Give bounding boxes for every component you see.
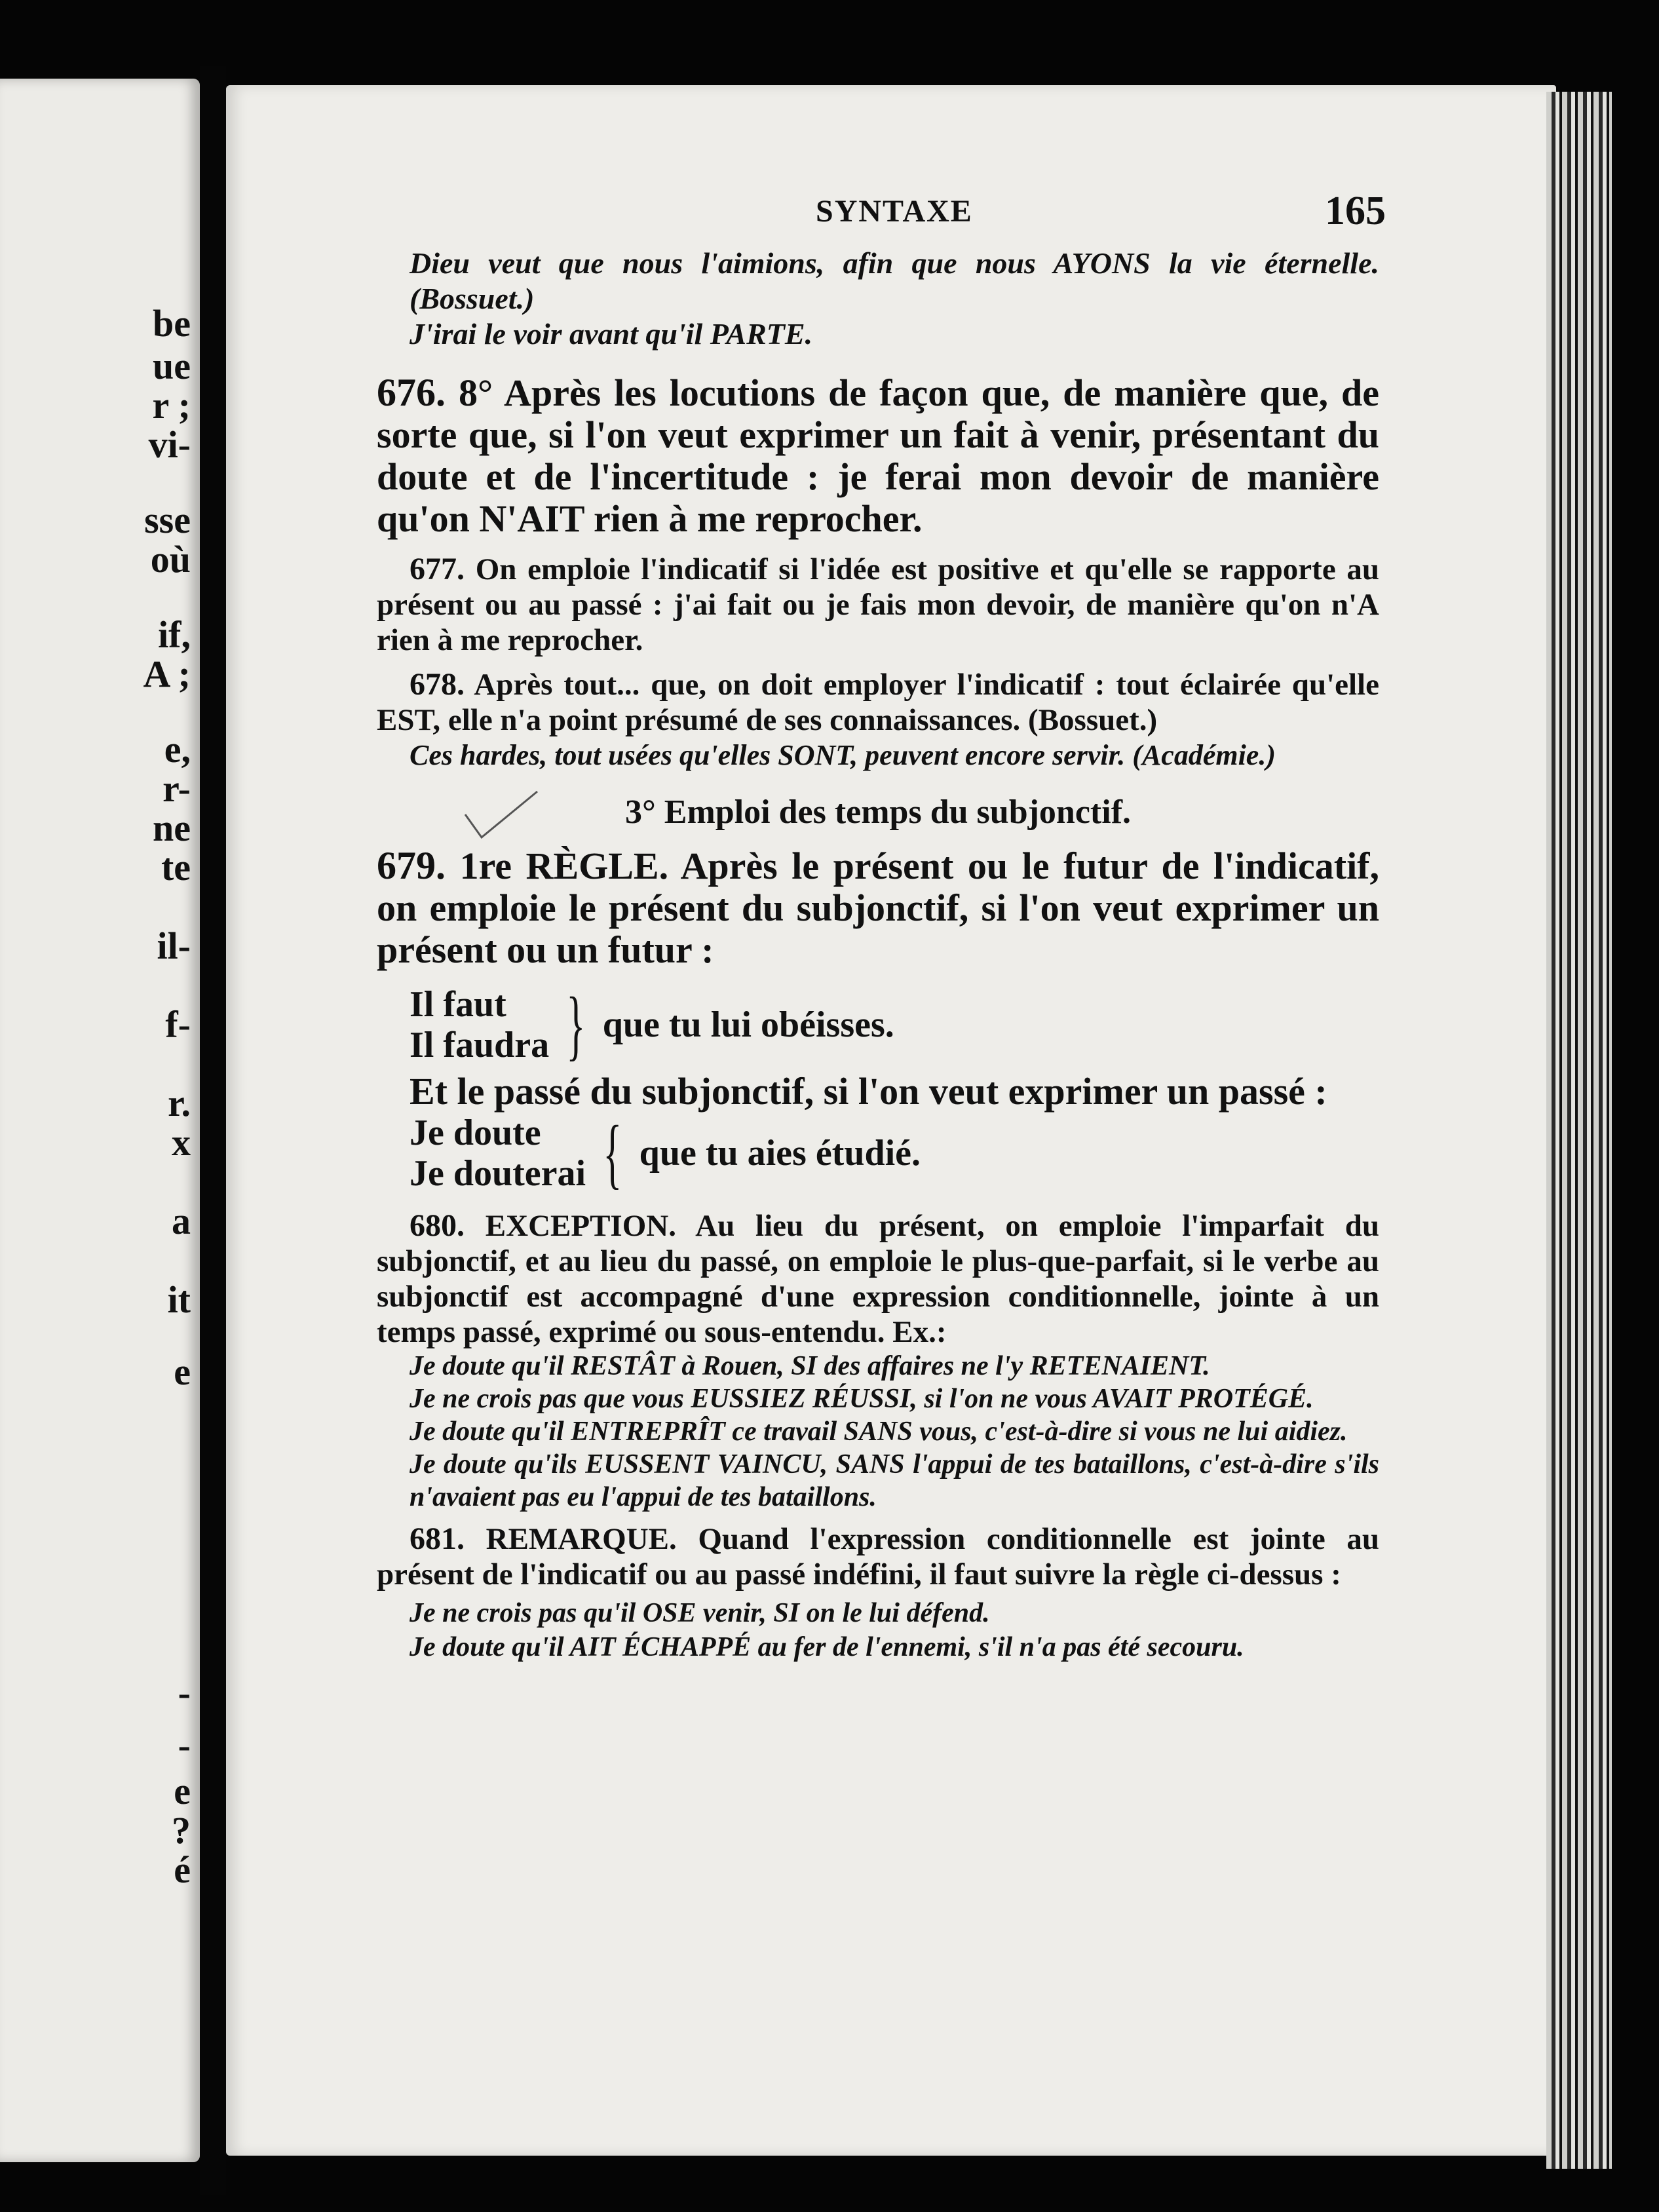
left-page-fragment: - bbox=[178, 1671, 191, 1714]
paragraph-text: 8° Après les locutions de façon que, de manière que, de sorte que, si l'on veut exprimer un fait à venir, présentant du doute et de l'incertitude : je ferai mon devoir de manière qu'on N'AIT rien à me reprocher. bbox=[377, 372, 1379, 540]
left-page-fragment: ? bbox=[172, 1809, 191, 1852]
example-line: Je ne crois pas que vous EUSSIEZ RÉUSSI, si l'on ne vous AVAIT PROTÉGÉ. bbox=[410, 1384, 1314, 1414]
example-line: Je doute qu'il AIT ÉCHAPPÉ au fer de l'ennemi, s'il n'a pas été secouru. bbox=[410, 1632, 1244, 1662]
left-page-fragment: r- bbox=[162, 767, 191, 810]
left-page-fragment: it bbox=[167, 1278, 191, 1321]
left-page-fragment: où bbox=[150, 538, 191, 581]
brace-example-1 bbox=[377, 981, 1379, 1068]
example-line: Je doute qu'il ENTREPRÎT ce travail SANS vous, c'est-à-dire si vous ne lui aidiez. bbox=[410, 1417, 1348, 1447]
brace-rest: que tu aies étudié. bbox=[639, 1133, 921, 1173]
example-line: Dieu veut que nous l'aimions, afin que nous AYONS la vie éternelle. (Bossuet.) bbox=[410, 246, 1379, 315]
left-page-fragment: r ; bbox=[152, 384, 191, 427]
brace-example-2 bbox=[377, 1109, 1379, 1196]
left-page-fragment: il- bbox=[157, 925, 191, 967]
book-gutter bbox=[200, 66, 226, 2195]
brace-line: Je doute bbox=[410, 1113, 541, 1153]
running-title: SYNTAXE bbox=[816, 194, 973, 229]
page-number: 165 bbox=[1325, 189, 1386, 233]
pencil-check-mark-icon bbox=[462, 785, 541, 844]
left-page-fragment: - bbox=[178, 1724, 191, 1766]
example-line: Ces hardes, tout usées qu'elles SONT, peuvent encore servir. (Académie.) bbox=[410, 739, 1276, 771]
left-page-fragment: te bbox=[161, 846, 191, 888]
paragraph-676 bbox=[377, 372, 1379, 540]
left-page bbox=[0, 79, 200, 2162]
left-page-fragment: ne bbox=[153, 807, 191, 849]
left-page-fragment: x bbox=[172, 1121, 191, 1164]
page-header bbox=[377, 189, 1386, 246]
paragraph-677 bbox=[377, 552, 1379, 658]
paragraph-number: 681. bbox=[410, 1521, 465, 1556]
paragraph-678 bbox=[377, 667, 1379, 738]
paragraph-number: 679. bbox=[377, 844, 446, 887]
paragraph-number: 676. bbox=[377, 371, 446, 414]
paragraph-number: 678. bbox=[410, 667, 465, 702]
paragraph-681 bbox=[377, 1521, 1379, 1592]
left-page-fragment: sse bbox=[144, 499, 191, 541]
paragraph-number: 677. bbox=[410, 552, 465, 586]
paragraph-text: On emploie l'indicatif si l'idée est positive et qu'elle se rapporte au présent ou au passé : j'ai fait ou je fais mon devoir, de manière qu'on n'A rien à me reprocher. bbox=[377, 552, 1379, 657]
example-line: J'irai le voir avant qu'il PARTE. bbox=[410, 317, 813, 351]
brace-line: Il faudra bbox=[410, 1025, 550, 1065]
example-line: Je doute qu'ils EUSSENT VAINCU, SANS l'appui de tes bataillons, c'est-à-dire s'ils n'avaient pas eu l'appui de tes bataillons. bbox=[410, 1449, 1379, 1512]
left-page-fragment: A ; bbox=[143, 653, 191, 695]
page-edges bbox=[1546, 92, 1612, 2169]
left-page-fragment: be bbox=[153, 302, 191, 345]
section-heading bbox=[377, 793, 1379, 831]
left-page-fragment: if, bbox=[158, 613, 191, 656]
paragraph-number: 680. bbox=[410, 1208, 465, 1243]
paragraph-text: EXCEPTION. Au lieu du présent, on emploie l'imparfait du subjonctif, et au lieu du passé, on emploie le plus-que-parfait, si le verbe au subjonctif est accompagné d'une expression conditionnelle, jointe à un temps passé, exprimé ou sous-entendu. Ex.: bbox=[377, 1209, 1379, 1349]
section-heading-text: 3° Emploi des temps du subjonctif. bbox=[624, 793, 1132, 831]
brace-rest: que tu lui obéisses. bbox=[602, 1004, 894, 1045]
paragraph-680 bbox=[377, 1208, 1379, 1350]
left-page-fragment: e bbox=[174, 1770, 191, 1812]
passe-line: Et le passé du subjonctif, si l'on veut exprimer un passé : bbox=[410, 1070, 1327, 1113]
paragraph-679 bbox=[377, 845, 1379, 971]
page-text bbox=[377, 189, 1386, 1664]
example-line: Je doute qu'il RESTÂT à Rouen, SI des affaires ne l'y RETENAIENT. bbox=[410, 1351, 1210, 1381]
left-page-fragment: f- bbox=[165, 1003, 191, 1046]
brace-line: Il faut bbox=[410, 984, 506, 1025]
brace-symbol: } bbox=[566, 981, 586, 1068]
left-page-fragment: r. bbox=[168, 1082, 191, 1124]
paragraph-text: 1re RÈGLE. Après le présent ou le futur de l'indicatif, on emploie le présent du subjonctif, si l'on veut exprimer un présent ou un futur : bbox=[377, 845, 1380, 971]
left-page-fragment: ue bbox=[153, 345, 191, 387]
brace-symbol: { bbox=[603, 1109, 622, 1196]
example-line: Je ne crois pas qu'il OSE venir, SI on le lui défend. bbox=[410, 1598, 990, 1628]
brace-line: Je douterai bbox=[410, 1153, 586, 1194]
left-page-fragment: a bbox=[172, 1200, 191, 1242]
left-page-fragment: vi- bbox=[148, 423, 191, 466]
paragraph-text: Après tout... que, on doit employer l'indicatif : tout éclairée qu'elle EST, elle n'a point présumé de ses connaissances. (Bossuet.) bbox=[377, 668, 1379, 737]
paragraph-text: REMARQUE. Quand l'expression conditionnelle est jointe au présent de l'indicatif ou au passé indéfini, il faut suivre la règle ci-dessus : bbox=[377, 1522, 1380, 1592]
left-page-fragment: é bbox=[174, 1848, 191, 1891]
left-page-fragment: e, bbox=[164, 728, 191, 771]
left-page-fragment: e bbox=[174, 1350, 191, 1393]
